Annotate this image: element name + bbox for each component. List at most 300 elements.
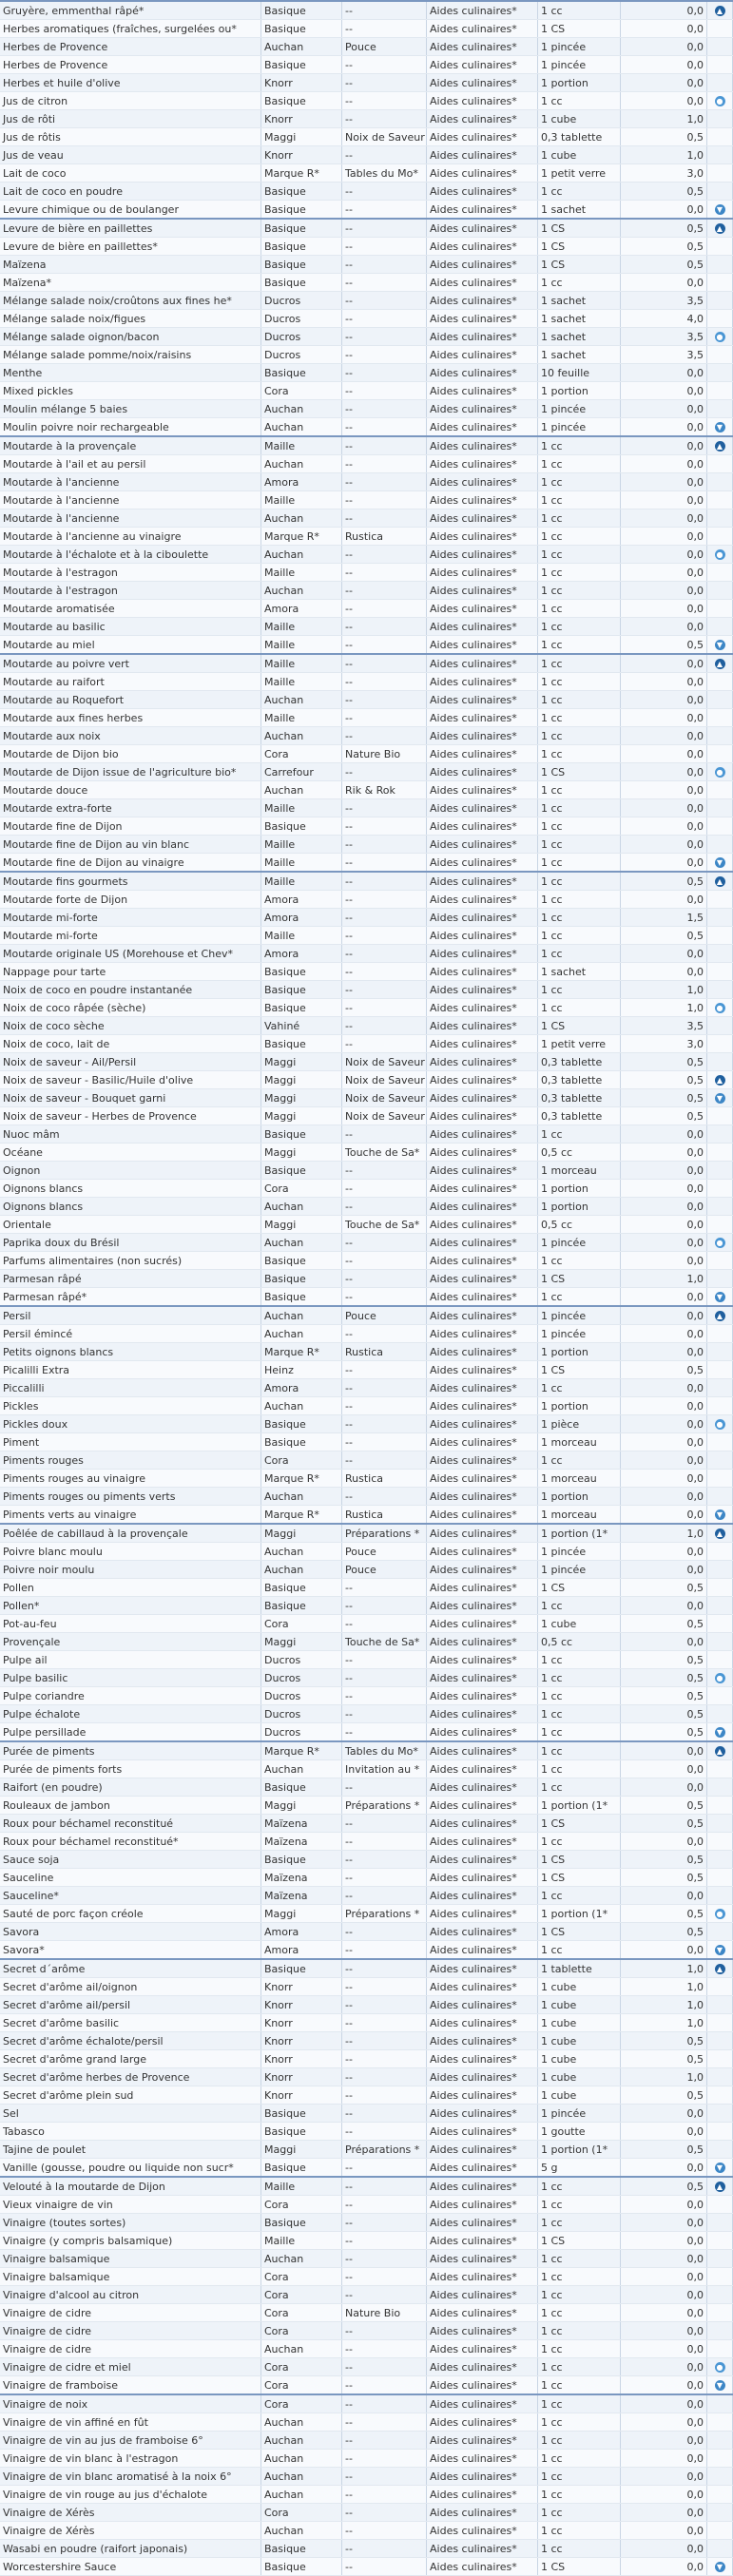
scroll-down-icon[interactable]: ▼ bbox=[715, 422, 725, 433]
row-action-cell bbox=[707, 1089, 733, 1107]
table-row[interactable] bbox=[0, 146, 733, 164]
item-category: Aides culinaires* bbox=[427, 473, 538, 491]
table-row[interactable] bbox=[0, 727, 733, 745]
table-row[interactable] bbox=[0, 1741, 733, 1760]
table-row[interactable] bbox=[0, 38, 733, 56]
table-row[interactable] bbox=[0, 128, 733, 146]
item-range: Touche de Sa* bbox=[342, 1633, 427, 1651]
table-row[interactable] bbox=[0, 1107, 733, 1125]
item-value: 0,0 bbox=[621, 1597, 707, 1615]
nav-dot-icon[interactable]: ● bbox=[715, 332, 725, 342]
item-range: -- bbox=[342, 509, 427, 528]
nav-dot-icon[interactable]: ● bbox=[715, 96, 725, 106]
row-action-cell bbox=[707, 546, 733, 564]
item-range: Pouce bbox=[342, 38, 427, 56]
table-row[interactable] bbox=[0, 1815, 733, 1833]
table-row[interactable] bbox=[0, 1415, 733, 1433]
row-action-cell bbox=[707, 1252, 733, 1270]
table-row[interactable] bbox=[0, 673, 733, 691]
item-name: Oignons blancs bbox=[0, 1180, 261, 1198]
table-row[interactable] bbox=[0, 2105, 733, 2123]
row-action-cell bbox=[707, 1470, 733, 1488]
table-row[interactable] bbox=[0, 2486, 733, 2504]
row-action-cell bbox=[707, 781, 733, 799]
item-category: Aides culinaires* bbox=[427, 382, 538, 400]
row-action-cell bbox=[707, 1869, 733, 1887]
table-row[interactable] bbox=[0, 2394, 733, 2413]
scroll-up-icon[interactable]: ▲ bbox=[715, 1528, 725, 1539]
item-quantity: 1 pincée bbox=[538, 418, 621, 437]
item-range: -- bbox=[342, 1270, 427, 1288]
item-range: -- bbox=[342, 945, 427, 963]
item-range: -- bbox=[342, 763, 427, 781]
table-row[interactable] bbox=[0, 2068, 733, 2086]
table-row[interactable] bbox=[0, 2358, 733, 2376]
item-name: Levure chimique ou de boulanger bbox=[0, 201, 261, 220]
table-row[interactable] bbox=[0, 1198, 733, 1216]
table-row[interactable] bbox=[0, 963, 733, 981]
table-row[interactable] bbox=[0, 1669, 733, 1687]
scroll-down-icon[interactable]: ▼ bbox=[715, 1509, 725, 1520]
table-row[interactable] bbox=[0, 1778, 733, 1797]
table-row[interactable] bbox=[0, 201, 733, 220]
table-row[interactable] bbox=[0, 945, 733, 963]
item-range: -- bbox=[342, 1941, 427, 1960]
item-category: Aides culinaires* bbox=[427, 20, 538, 38]
table-row[interactable] bbox=[0, 1089, 733, 1107]
table-row[interactable] bbox=[0, 256, 733, 274]
table-row[interactable] bbox=[0, 1978, 733, 1996]
item-brand: Auchan bbox=[261, 1488, 342, 1506]
table-row[interactable] bbox=[0, 1615, 733, 1633]
item-range: -- bbox=[342, 491, 427, 509]
table-row[interactable] bbox=[0, 2086, 733, 2105]
scroll-down-icon[interactable]: ▼ bbox=[715, 2163, 725, 2173]
row-action-cell bbox=[707, 2304, 733, 2322]
table-row[interactable] bbox=[0, 509, 733, 528]
table-row[interactable] bbox=[0, 691, 733, 709]
item-brand: Maggi bbox=[261, 128, 342, 146]
item-category: Aides culinaires* bbox=[427, 1180, 538, 1198]
nav-dot-icon[interactable]: ● bbox=[715, 1003, 725, 1013]
table-row[interactable] bbox=[0, 1234, 733, 1252]
table-row[interactable] bbox=[0, 2177, 733, 2196]
scroll-up-icon[interactable]: ▲ bbox=[715, 659, 725, 669]
item-range: Noix de Saveur bbox=[342, 1053, 427, 1071]
table-row[interactable] bbox=[0, 1869, 733, 1887]
item-category: Aides culinaires* bbox=[427, 763, 538, 781]
table-row[interactable] bbox=[0, 1851, 733, 1869]
item-category: Aides culinaires* bbox=[427, 2086, 538, 2105]
table-row[interactable] bbox=[0, 436, 733, 455]
row-action-cell bbox=[707, 491, 733, 509]
table-row[interactable] bbox=[0, 491, 733, 509]
table-row[interactable] bbox=[0, 2432, 733, 2450]
table-row[interactable] bbox=[0, 1488, 733, 1506]
item-brand: Knorr bbox=[261, 2068, 342, 2086]
item-quantity: 1 pincée bbox=[538, 38, 621, 56]
item-brand: Maille bbox=[261, 872, 342, 891]
nav-dot-icon[interactable]: ● bbox=[715, 2362, 725, 2373]
item-category: Aides culinaires* bbox=[427, 2232, 538, 2250]
table-row[interactable] bbox=[0, 2214, 733, 2232]
item-category: Aides culinaires* bbox=[427, 999, 538, 1017]
table-row[interactable] bbox=[0, 400, 733, 418]
table-row[interactable] bbox=[0, 2159, 733, 2178]
table-row[interactable] bbox=[0, 1433, 733, 1451]
item-range: -- bbox=[342, 2032, 427, 2050]
item-brand: Cora bbox=[261, 2268, 342, 2286]
item-category: Aides culinaires* bbox=[427, 854, 538, 873]
table-row[interactable] bbox=[0, 2322, 733, 2340]
table-row[interactable] bbox=[0, 183, 733, 201]
scroll-down-icon[interactable]: ▼ bbox=[715, 1093, 725, 1104]
item-quantity: 0,5 cc bbox=[538, 1144, 621, 1162]
table-row[interactable] bbox=[0, 981, 733, 999]
item-value: 0,5 bbox=[621, 1797, 707, 1815]
item-value: 1,0 bbox=[621, 999, 707, 1017]
item-brand: Marque R* bbox=[261, 1343, 342, 1361]
table-row[interactable] bbox=[0, 1543, 733, 1561]
table-row[interactable] bbox=[0, 799, 733, 817]
item-brand: Ducros bbox=[261, 1705, 342, 1723]
item-value: 0,0 bbox=[621, 709, 707, 727]
table-row[interactable] bbox=[0, 2286, 733, 2304]
scroll-down-icon[interactable]: ▼ bbox=[715, 1727, 725, 1738]
item-value: 0,0 bbox=[621, 2504, 707, 2522]
item-brand: Maille bbox=[261, 836, 342, 854]
item-name: Moulin mélange 5 baies bbox=[0, 400, 261, 418]
item-range: -- bbox=[342, 2376, 427, 2395]
item-name: Vinaigre de vin rouge au jus d'échalote bbox=[0, 2486, 261, 2504]
table-row[interactable] bbox=[0, 2250, 733, 2268]
table-row[interactable] bbox=[0, 2413, 733, 2432]
row-action-cell bbox=[707, 1978, 733, 1996]
scroll-up-icon[interactable]: ▲ bbox=[715, 876, 725, 887]
item-value: 0,0 bbox=[621, 274, 707, 292]
table-row[interactable] bbox=[0, 2032, 733, 2050]
row-action-cell bbox=[707, 709, 733, 727]
table-row[interactable] bbox=[0, 2268, 733, 2286]
table-row[interactable] bbox=[0, 1343, 733, 1361]
item-name: Sauce soja bbox=[0, 1851, 261, 1869]
item-quantity: 1 portion (1* bbox=[538, 2141, 621, 2159]
table-row[interactable] bbox=[0, 92, 733, 110]
table-row[interactable] bbox=[0, 927, 733, 945]
item-brand: Basique bbox=[261, 92, 342, 110]
nav-dot-icon[interactable]: ● bbox=[715, 1238, 725, 1248]
item-range: -- bbox=[342, 1887, 427, 1905]
table-row[interactable] bbox=[0, 854, 733, 873]
table-row[interactable] bbox=[0, 2123, 733, 2141]
item-range: -- bbox=[342, 473, 427, 491]
table-row[interactable] bbox=[0, 364, 733, 382]
table-row[interactable] bbox=[0, 455, 733, 473]
table-row[interactable] bbox=[0, 1397, 733, 1415]
table-row[interactable] bbox=[0, 2141, 733, 2159]
table-row[interactable] bbox=[0, 1797, 733, 1815]
table-row[interactable] bbox=[0, 1959, 733, 1978]
table-row[interactable] bbox=[0, 2340, 733, 2358]
table-row[interactable] bbox=[0, 582, 733, 600]
item-category: Aides culinaires* bbox=[427, 1959, 538, 1978]
item-range: Noix de Saveur bbox=[342, 1089, 427, 1107]
item-value: 0,0 bbox=[621, 92, 707, 110]
item-quantity: 1 cc bbox=[538, 927, 621, 945]
table-row[interactable] bbox=[0, 1379, 733, 1397]
nav-dot-icon[interactable]: ● bbox=[715, 1419, 725, 1430]
table-row[interactable] bbox=[0, 872, 733, 891]
row-action-cell bbox=[707, 2268, 733, 2286]
table-row[interactable] bbox=[0, 2232, 733, 2250]
table-row[interactable] bbox=[0, 618, 733, 636]
row-action-cell bbox=[707, 2105, 733, 2123]
table-row[interactable] bbox=[0, 1306, 733, 1325]
table-row[interactable] bbox=[0, 1325, 733, 1343]
nav-dot-icon[interactable]: ● bbox=[715, 1909, 725, 1919]
item-category: Aides culinaires* bbox=[427, 256, 538, 274]
table-row[interactable] bbox=[0, 1144, 733, 1162]
table-row[interactable] bbox=[0, 2540, 733, 2558]
scroll-up-icon[interactable]: ▲ bbox=[715, 1746, 725, 1757]
scroll-down-icon[interactable]: ▼ bbox=[715, 204, 725, 215]
item-name: Océane bbox=[0, 1144, 261, 1162]
item-name: Poivre noir moulu bbox=[0, 1561, 261, 1579]
table-row[interactable] bbox=[0, 1687, 733, 1705]
table-row[interactable] bbox=[0, 781, 733, 799]
item-range: Touche de Sa* bbox=[342, 1144, 427, 1162]
nav-dot-icon[interactable]: ● bbox=[715, 1673, 725, 1683]
item-name: Parmesan râpé bbox=[0, 1270, 261, 1288]
item-category: Aides culinaires* bbox=[427, 727, 538, 745]
table-row[interactable] bbox=[0, 1361, 733, 1379]
item-name: Vieux vinaigre de vin bbox=[0, 2196, 261, 2214]
row-action-cell bbox=[707, 1833, 733, 1851]
table-row[interactable] bbox=[0, 1053, 733, 1071]
table-row[interactable] bbox=[0, 709, 733, 727]
table-row[interactable] bbox=[0, 310, 733, 328]
table-row[interactable] bbox=[0, 636, 733, 655]
scroll-up-icon[interactable]: ▲ bbox=[715, 1311, 725, 1321]
table-row[interactable] bbox=[0, 382, 733, 400]
table-row[interactable] bbox=[0, 654, 733, 673]
table-row[interactable] bbox=[0, 1288, 733, 1307]
table-row[interactable] bbox=[0, 1923, 733, 1941]
table-row[interactable] bbox=[0, 999, 733, 1017]
item-name: Secret d'arôme grand large bbox=[0, 2050, 261, 2068]
item-value: 0,0 bbox=[621, 673, 707, 691]
row-action-cell bbox=[707, 945, 733, 963]
table-row[interactable] bbox=[0, 1597, 733, 1615]
table-row[interactable] bbox=[0, 1035, 733, 1053]
table-row[interactable] bbox=[0, 2504, 733, 2522]
table-row[interactable] bbox=[0, 1723, 733, 1742]
row-action-cell bbox=[707, 981, 733, 999]
scroll-up-icon[interactable]: ▲ bbox=[715, 1075, 725, 1086]
table-row[interactable] bbox=[0, 1451, 733, 1470]
item-category: Aides culinaires* bbox=[427, 1705, 538, 1723]
item-category: Aides culinaires* bbox=[427, 1579, 538, 1597]
item-quantity: 1 cc bbox=[538, 546, 621, 564]
table-row[interactable] bbox=[0, 1633, 733, 1651]
item-name: Sauté de porc façon créole bbox=[0, 1905, 261, 1923]
table-row[interactable] bbox=[0, 1252, 733, 1270]
table-row[interactable] bbox=[0, 219, 733, 238]
table-row[interactable] bbox=[0, 909, 733, 927]
scroll-up-icon[interactable]: ▲ bbox=[715, 441, 725, 452]
item-value: 0,0 bbox=[621, 2159, 707, 2178]
item-value: 0,5 bbox=[621, 1579, 707, 1597]
nav-dot-icon[interactable]: ● bbox=[715, 767, 725, 778]
item-brand: Knorr bbox=[261, 146, 342, 164]
table-row[interactable] bbox=[0, 2468, 733, 2486]
table-row[interactable] bbox=[0, 1506, 733, 1525]
row-action-cell bbox=[707, 2068, 733, 2086]
table-row[interactable] bbox=[0, 328, 733, 346]
item-quantity: 1 cc bbox=[538, 473, 621, 491]
item-name: Mélange salade pomme/noix/raisins bbox=[0, 346, 261, 364]
table-row[interactable] bbox=[0, 1, 733, 20]
item-category: Aides culinaires* bbox=[427, 2032, 538, 2050]
table-row[interactable] bbox=[0, 1162, 733, 1180]
item-range: -- bbox=[342, 1125, 427, 1144]
item-category: Aides culinaires* bbox=[427, 128, 538, 146]
table-row[interactable] bbox=[0, 346, 733, 364]
table-row[interactable] bbox=[0, 2558, 733, 2576]
table-row[interactable] bbox=[0, 110, 733, 128]
item-name: Mélange salade noix/figues bbox=[0, 310, 261, 328]
item-category: Aides culinaires* bbox=[427, 2159, 538, 2178]
row-action-cell bbox=[707, 183, 733, 201]
table-row[interactable] bbox=[0, 2196, 733, 2214]
item-name: Petits oignons blancs bbox=[0, 1343, 261, 1361]
table-row[interactable] bbox=[0, 1180, 733, 1198]
table-row[interactable] bbox=[0, 418, 733, 437]
table-row[interactable] bbox=[0, 763, 733, 781]
item-brand: Maille bbox=[261, 654, 342, 673]
item-value: 0,0 bbox=[621, 1325, 707, 1343]
scroll-down-icon[interactable]: ▼ bbox=[715, 1292, 725, 1302]
item-brand: Auchan bbox=[261, 2468, 342, 2486]
item-quantity: 1 pincée bbox=[538, 1543, 621, 1561]
table-row[interactable] bbox=[0, 891, 733, 909]
table-row[interactable] bbox=[0, 1071, 733, 1089]
table-row[interactable] bbox=[0, 546, 733, 564]
table-row[interactable] bbox=[0, 2014, 733, 2032]
item-value: 0,0 bbox=[621, 1887, 707, 1905]
item-quantity: 1 cc bbox=[538, 600, 621, 618]
table-row[interactable] bbox=[0, 1705, 733, 1723]
row-action-cell bbox=[707, 1270, 733, 1288]
table-row[interactable] bbox=[0, 164, 733, 183]
item-quantity: 1 cc bbox=[538, 981, 621, 999]
table-row[interactable] bbox=[0, 1941, 733, 1960]
scroll-up-icon[interactable]: ▲ bbox=[715, 223, 725, 234]
scroll-down-icon[interactable]: ▼ bbox=[715, 857, 725, 868]
table-row[interactable] bbox=[0, 1216, 733, 1234]
table-row[interactable] bbox=[0, 1905, 733, 1923]
item-name: Vinaigre (y compris balsamique) bbox=[0, 2232, 261, 2250]
table-row[interactable] bbox=[0, 1651, 733, 1669]
scroll-up-icon[interactable]: ▲ bbox=[715, 2182, 725, 2192]
item-range: Nature Bio bbox=[342, 745, 427, 763]
item-range: -- bbox=[342, 673, 427, 691]
item-category: Aides culinaires* bbox=[427, 1723, 538, 1742]
item-category: Aides culinaires* bbox=[427, 2413, 538, 2432]
table-row[interactable] bbox=[0, 74, 733, 92]
table-row[interactable] bbox=[0, 1270, 733, 1288]
table-row[interactable] bbox=[0, 1833, 733, 1851]
scroll-down-icon[interactable]: ▼ bbox=[715, 1945, 725, 1955]
table-row[interactable] bbox=[0, 2450, 733, 2468]
table-row[interactable] bbox=[0, 20, 733, 38]
table-row[interactable] bbox=[0, 1524, 733, 1543]
table-row[interactable] bbox=[0, 1561, 733, 1579]
item-brand: Basique bbox=[261, 219, 342, 238]
table-row[interactable] bbox=[0, 745, 733, 763]
item-category: Aides culinaires* bbox=[427, 1125, 538, 1144]
item-category: Aides culinaires* bbox=[427, 836, 538, 854]
table-row[interactable] bbox=[0, 473, 733, 491]
table-row[interactable] bbox=[0, 1887, 733, 1905]
item-name: Vinaigre de cidre bbox=[0, 2340, 261, 2358]
item-value: 0,0 bbox=[621, 491, 707, 509]
table-row[interactable] bbox=[0, 238, 733, 256]
table-row[interactable] bbox=[0, 528, 733, 546]
nav-dot-icon[interactable]: ● bbox=[715, 549, 725, 560]
item-name: Tajine de poulet bbox=[0, 2141, 261, 2159]
table-row[interactable] bbox=[0, 1579, 733, 1597]
item-range: Pouce bbox=[342, 1543, 427, 1561]
table-row[interactable] bbox=[0, 836, 733, 854]
table-row[interactable] bbox=[0, 1760, 733, 1778]
item-name: Moutarde aux noix bbox=[0, 727, 261, 745]
scroll-down-icon[interactable]: ▼ bbox=[715, 2562, 725, 2572]
table-row[interactable] bbox=[0, 2376, 733, 2395]
table-row[interactable] bbox=[0, 292, 733, 310]
table-row[interactable] bbox=[0, 564, 733, 582]
scroll-down-icon[interactable]: ▼ bbox=[715, 640, 725, 650]
table-row[interactable] bbox=[0, 2050, 733, 2068]
item-category: Aides culinaires* bbox=[427, 2322, 538, 2340]
scroll-up-icon[interactable]: ▲ bbox=[715, 1964, 725, 1974]
item-quantity: 1 cc bbox=[538, 564, 621, 582]
table-row[interactable] bbox=[0, 274, 733, 292]
table-row[interactable] bbox=[0, 2304, 733, 2322]
table-row[interactable] bbox=[0, 600, 733, 618]
item-quantity: 1 cc bbox=[538, 654, 621, 673]
item-name: Vinaigre de vin blanc aromatisé à la noix 6° bbox=[0, 2468, 261, 2486]
scroll-up-icon[interactable]: ▲ bbox=[715, 6, 725, 16]
table-row[interactable] bbox=[0, 1470, 733, 1488]
item-range: -- bbox=[342, 1579, 427, 1597]
item-quantity: 1 cc bbox=[538, 1741, 621, 1760]
table-row[interactable] bbox=[0, 1996, 733, 2014]
scroll-down-icon[interactable]: ▼ bbox=[715, 2380, 725, 2391]
item-name: Moutarde fins gourmets bbox=[0, 872, 261, 891]
item-quantity: 1 pincée bbox=[538, 400, 621, 418]
table-row[interactable] bbox=[0, 56, 733, 74]
table-row[interactable] bbox=[0, 1017, 733, 1035]
table-row[interactable] bbox=[0, 1125, 733, 1144]
item-brand: Maïzena bbox=[261, 1869, 342, 1887]
table-row[interactable] bbox=[0, 2522, 733, 2540]
item-category: Aides culinaires* bbox=[427, 1833, 538, 1851]
table-row[interactable] bbox=[0, 817, 733, 836]
row-action-cell bbox=[707, 310, 733, 328]
item-brand: Amora bbox=[261, 1379, 342, 1397]
item-category: Aides culinaires* bbox=[427, 491, 538, 509]
